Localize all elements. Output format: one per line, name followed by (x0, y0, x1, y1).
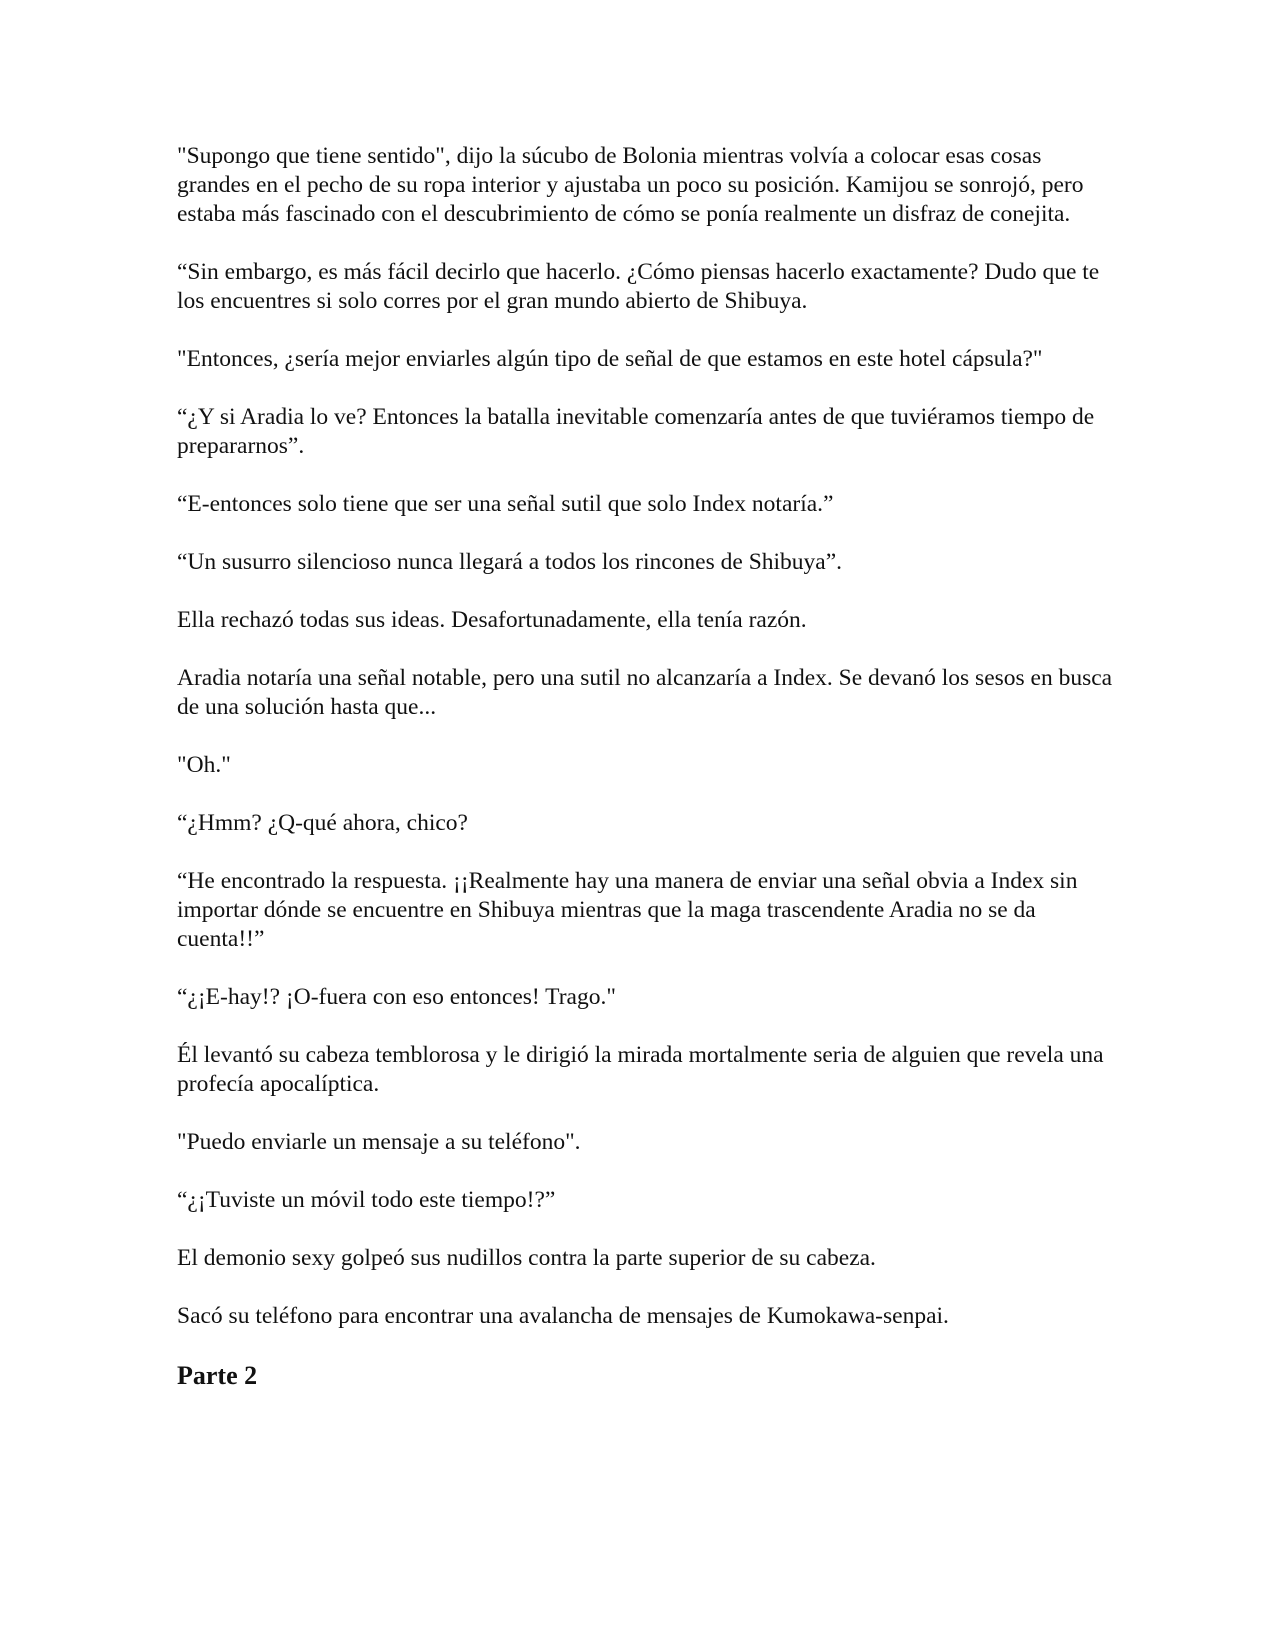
paragraph-6: “Un susurro silencioso nunca llegará a todos los rincones de Shibuya”. (177, 549, 843, 575)
paragraph-7: Ella rechazó todas sus ideas. Desafortunadamente, ella tenía razón. (177, 607, 807, 633)
paragraph-11: “He encontrado la respuesta. ¡¡Realmente hay una manera de enviar una señal obvia a Index sin importar dónde se encuentre en Shibuya mientras que la maga trascendente Aradia no se da cuenta!!” (177, 868, 1078, 952)
document-page (177, 142, 1117, 1392)
section-heading: Parte 2 (177, 1361, 258, 1390)
paragraph-9: "Oh." (177, 752, 231, 778)
paragraph-12: “¿¡E-hay!? ¡O-fuera con eso entonces! Trago." (177, 984, 616, 1010)
paragraph-10: “¿Hmm? ¿Q-qué ahora, chico? (177, 810, 468, 836)
paragraph-4: “¿Y si Aradia lo ve? Entonces la batalla inevitable comenzaría antes de que tuviéramos tiempo de prepararnos”. (177, 404, 1095, 459)
paragraph-5: “E-entonces solo tiene que ser una señal sutil que solo Index notaría.” (177, 491, 834, 517)
paragraph-2: “Sin embargo, es más fácil decirlo que hacerlo. ¿Cómo piensas hacerlo exactamente? Dudo que te los encuentres si solo corres por el gran mundo abierto de Shibuya. (177, 259, 1100, 314)
paragraph-17: Sacó su teléfono para encontrar una avalancha de mensajes de Kumokawa-senpai. (177, 1303, 949, 1329)
paragraph-8: Aradia notaría una señal notable, pero una sutil no alcanzaría a Index. Se devanó los sesos en busca de una solución hasta que... (177, 665, 1113, 720)
paragraph-1: "Supongo que tiene sentido", dijo la súcubo de Bolonia mientras volvía a colocar esas cosas grandes en el pecho de su ropa interior y ajustaba un poco su posición. Kamijou se sonrojó, pero estaba más fascinado con el descubrimiento de cómo se ponía realmente un disfraz de conejita. (177, 143, 1084, 227)
paragraph-3: "Entonces, ¿sería mejor enviarles algún tipo de señal de que estamos en este hotel cápsula?" (177, 346, 1043, 372)
paragraph-13: Él levantó su cabeza temblorosa y le dirigió la mirada mortalmente seria de alguien que revela una profecía apocalíptica. (177, 1042, 1104, 1097)
paragraph-16: El demonio sexy golpeó sus nudillos contra la parte superior de su cabeza. (177, 1245, 876, 1271)
paragraph-15: “¿¡Tuviste un móvil todo este tiempo!?” (177, 1187, 556, 1213)
paragraph-14: "Puedo enviarle un mensaje a su teléfono". (177, 1129, 581, 1155)
